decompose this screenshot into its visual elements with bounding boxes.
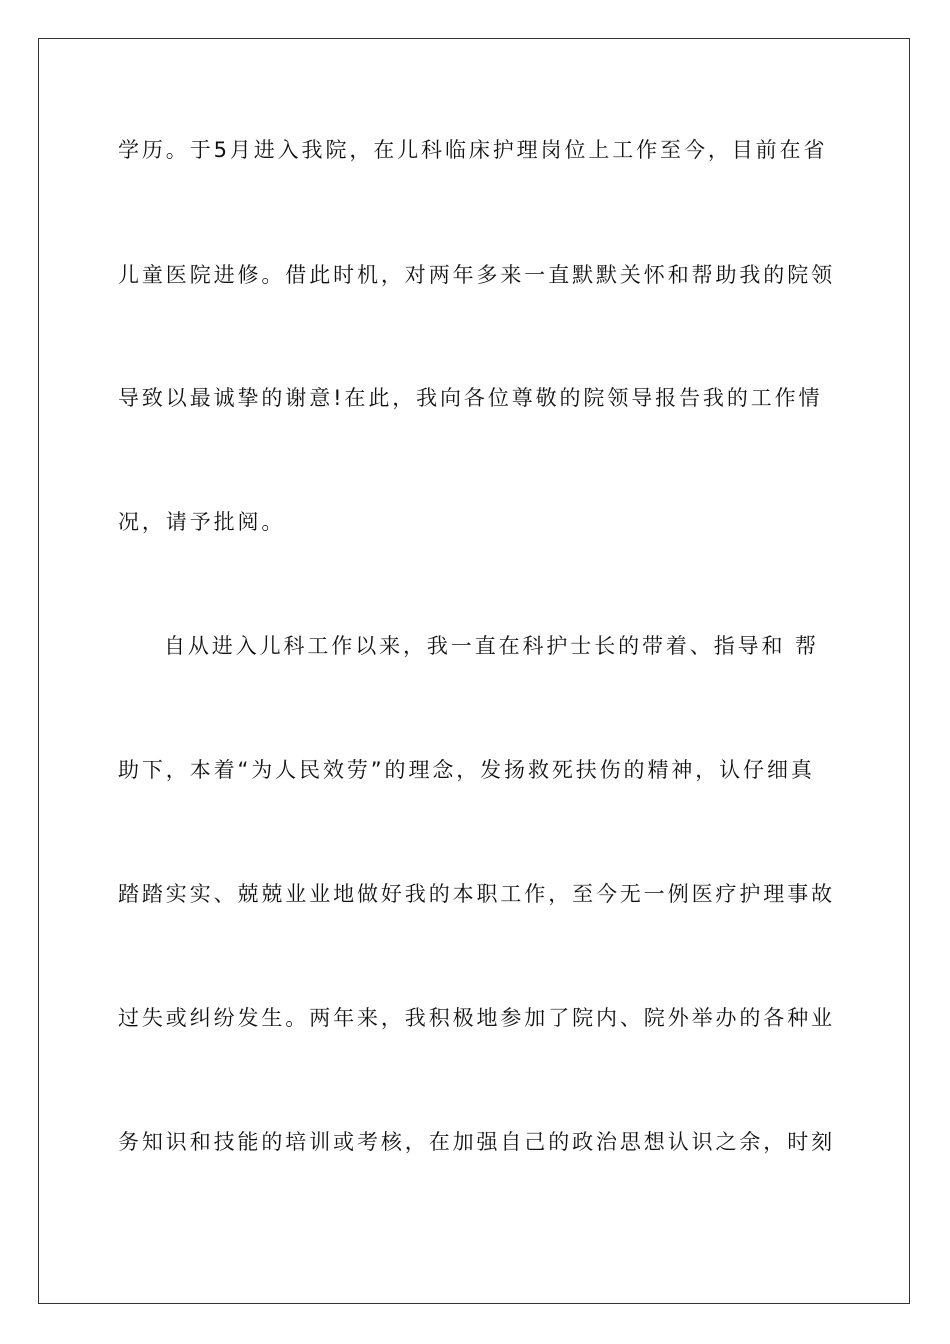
text-line-8: 过失或纠纷发生。两年来，我积极地参加了院内、院外举办的各种业 <box>118 1006 835 1030</box>
text-line-6: 助下，本着“为人民效劳”的理念，发扬救死扶伤的精神，认仔细真 <box>118 758 815 782</box>
text-line-1: 学历。于5月进入我院，在儿科临床护理岗位上工作至今，目前在省 <box>118 138 828 162</box>
text-line-9: 务知识和技能的培训或考核，在加强自己的政治思想认识之余，时刻 <box>118 1130 835 1154</box>
text-line-4: 况，请予批阅。 <box>118 510 286 534</box>
text-line-3: 导致以最诚挚的谢意!在此，我向各位尊敬的院领导报告我的工作情 <box>118 386 823 410</box>
text-line-7: 踏踏实实、兢兢业业地做好我的本职工作，至今无一例医疗护理事故 <box>118 882 835 906</box>
text-line-2: 儿童医院进修。借此时机，对两年多来一直默默关怀和帮助我的院领 <box>118 263 835 287</box>
page-frame <box>38 38 910 1304</box>
paragraph-2-first-line: 自从进入儿科工作以来，我一直在科护士长的带着、指导和 帮 <box>164 634 819 658</box>
